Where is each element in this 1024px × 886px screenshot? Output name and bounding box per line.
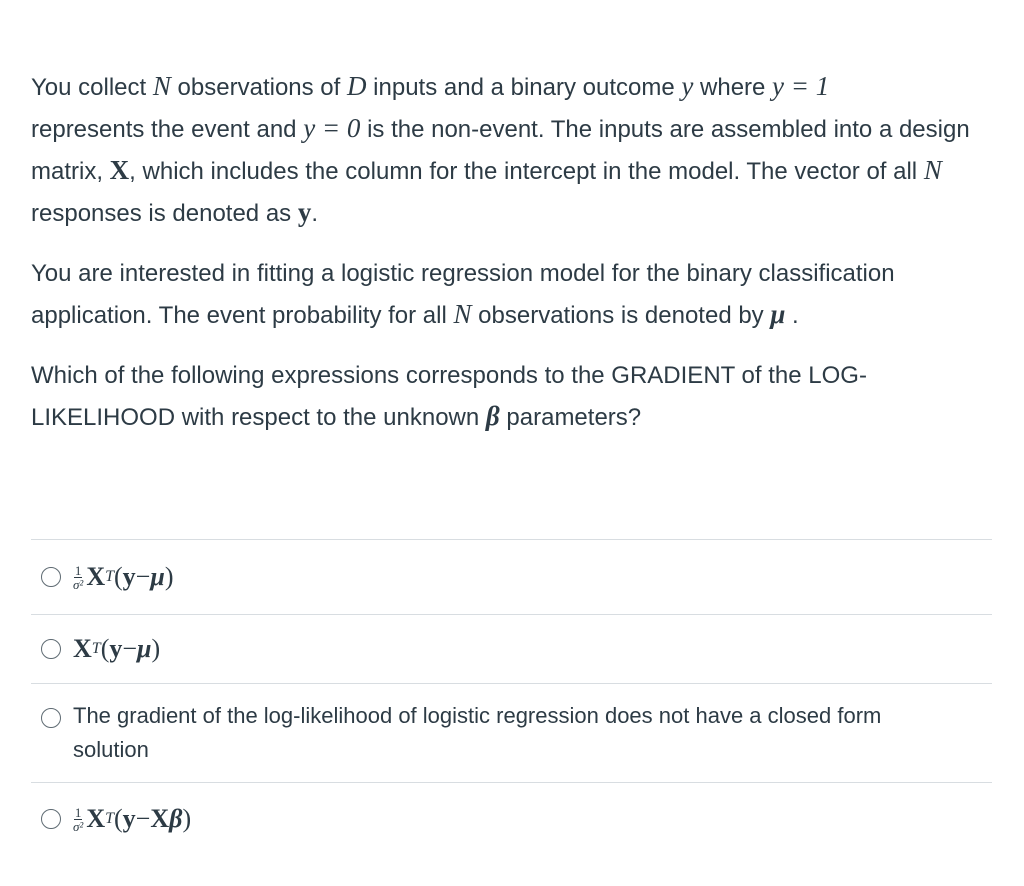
answer-label: The gradient of the log-likelihood of logistic regression does not have a closed form solution [73, 703, 882, 762]
math-design-matrix-X: X [109, 155, 130, 185]
answer-formula: $\frac{1}{\text{σ²}}$ X T ( y − X β ) [73, 804, 192, 834]
fraction: $\frac{1}{\text{σ²}}$ [73, 562, 84, 592]
question-paragraph-2: You are interested in fitting a logistic regression model for the binary classification application. The event probability for all N observations is denoted by μ . [31, 260, 895, 329]
answer-option-1[interactable] [31, 539, 992, 614]
math-y-equals-1: y = 1 [772, 71, 830, 101]
math-beta: β [485, 401, 500, 431]
math-y: y [681, 71, 694, 101]
math-N: N [923, 155, 942, 185]
question-text [31, 66, 991, 457]
radio-button[interactable] [41, 567, 61, 587]
answer-formula: $\frac{1}{\text{σ²}}$ X T ( y − μ ) [73, 562, 174, 592]
radio-button[interactable] [41, 809, 61, 829]
math-D: D [347, 71, 367, 101]
question-paragraph-1: You collect N observations of D inputs and a binary outcome y where y = 1 represents the event and y = 0 is the non-event. The inputs are assembled into a design matrix, X, which includes the column for the intercept in the model. The vector of all N responses is denoted as y. [31, 71, 970, 227]
math-mu: μ [770, 299, 786, 329]
math-N: N [453, 299, 472, 329]
radio-button[interactable] [41, 639, 61, 659]
math-y-vector: y [297, 197, 312, 227]
question-paragraph-3: Which of the following expressions corresponds to the GRADIENT of the LOG-LIKELIHOOD with respect to the unknown β parameters? [31, 362, 867, 431]
fraction: $\frac{1}{\text{σ²}}$ [73, 804, 84, 834]
math-N: N [152, 71, 171, 101]
answer-formula: X T ( y − μ ) [73, 634, 161, 663]
radio-button[interactable] [41, 708, 61, 728]
answer-list [31, 539, 992, 855]
answer-option-4[interactable] [31, 782, 992, 855]
answer-option-2[interactable] [31, 614, 992, 683]
math-y-equals-0: y = 0 [303, 113, 361, 143]
answer-option-3[interactable] [31, 683, 992, 782]
